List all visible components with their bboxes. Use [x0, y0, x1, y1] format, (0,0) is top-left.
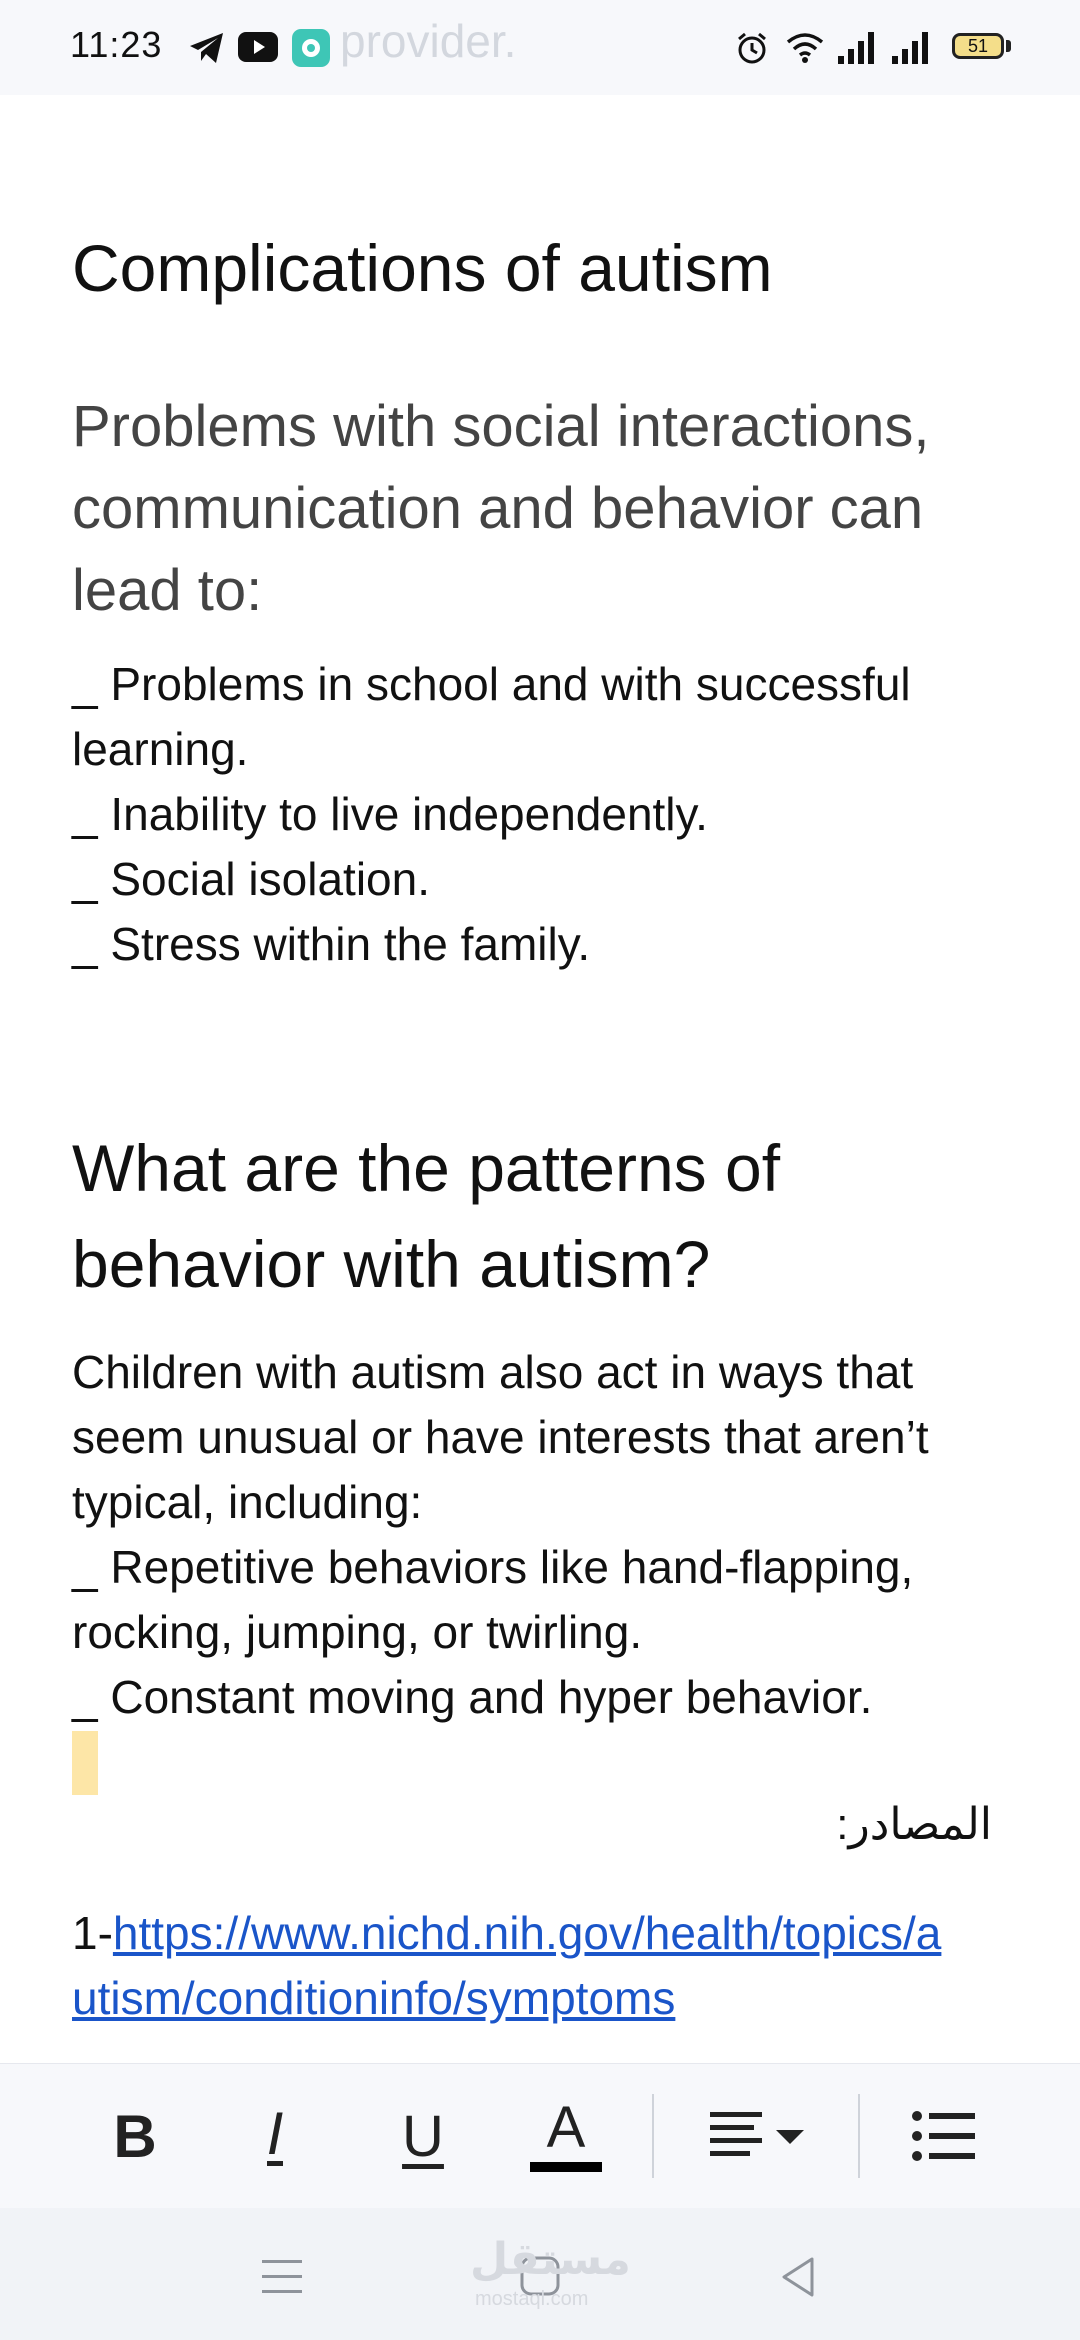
signal-icon: [838, 32, 880, 64]
menu-icon[interactable]: [262, 2258, 302, 2296]
battery-tip: [1006, 40, 1011, 52]
list-item: _ Stress within the family.: [72, 918, 591, 970]
youtube-icon: [238, 32, 278, 62]
sources-label: المصادر:: [836, 1800, 992, 1849]
status-time: 11:23: [70, 24, 163, 65]
text-color-button[interactable]: [528, 2096, 604, 2176]
lead-line-2: communication and behavior can: [72, 476, 924, 541]
align-dropdown-button[interactable]: [706, 2096, 810, 2176]
source-link-continued[interactable]: utism/conditioninfo/symptoms: [72, 1972, 676, 2024]
body-line: _ Repetitive behaviors like hand-flapping,: [72, 1541, 914, 1593]
list-item: _ Inability to live independently.: [72, 788, 708, 840]
italic-button[interactable]: [240, 2096, 310, 2176]
text-color-swatch: [530, 2162, 602, 2172]
heading-complications: Complications of autism: [72, 231, 773, 305]
italic-label: I: [266, 2099, 284, 2167]
underline-button[interactable]: [388, 2096, 458, 2176]
heading-patterns-line-1: What are the patterns of: [72, 1131, 781, 1205]
source-line-2: [72, 1965, 675, 2031]
telegram-icon: [188, 30, 226, 66]
status-bar: [0, 0, 1080, 95]
text-color-label: A: [546, 2095, 586, 2160]
alarm-icon: [735, 31, 769, 65]
back-icon[interactable]: [780, 2256, 816, 2298]
align-left-icon: [706, 2106, 810, 2166]
body-line: rocking, jumping, or twirling.: [72, 1606, 643, 1658]
bullet-list-icon: [911, 2108, 977, 2164]
list-item: _ Problems in school and with successful: [72, 658, 911, 710]
body-line: seem unusual or have interests that aren’t: [72, 1411, 929, 1463]
source-link[interactable]: https://www.nichd.nih.gov/health/topics/a: [112, 1907, 942, 1959]
formatting-toolbar: [0, 2063, 1080, 2209]
toolbar-divider: [652, 2094, 654, 2178]
body-line: _ Constant moving and hyper behavior.: [72, 1671, 873, 1723]
battery-level: 51: [967, 36, 989, 56]
bold-button[interactable]: B: [113, 2102, 157, 2170]
source-prefix: 1-: [72, 1907, 113, 1959]
bullet-list-button[interactable]: [910, 2096, 978, 2176]
toolbar-divider: [858, 2094, 860, 2178]
navigation-bar: [0, 2208, 1080, 2340]
watermark: مستقل: [470, 2235, 631, 2284]
list-item: _ Social isolation.: [72, 853, 430, 905]
lead-line-3: lead to:: [72, 558, 263, 623]
heading-patterns-line-2: behavior with autism?: [72, 1227, 711, 1301]
body-line: Children with autism also act in ways that: [72, 1346, 914, 1398]
source-line-1: [72, 1900, 941, 1966]
underline-label: U: [402, 2103, 444, 2169]
signal-icon: [892, 32, 934, 64]
watermark-sub: mostaql.com: [475, 2288, 589, 2310]
list-item: learning.: [72, 723, 249, 775]
body-line: typical, including:: [72, 1476, 423, 1528]
battery-icon: [952, 33, 1004, 59]
status-ghost-text: provider.: [340, 15, 517, 67]
wifi-icon: [785, 30, 825, 64]
app-icon: [292, 29, 330, 67]
text-cursor-highlight[interactable]: [72, 1731, 98, 1795]
lead-line-1: Problems with social interactions,: [72, 394, 930, 459]
